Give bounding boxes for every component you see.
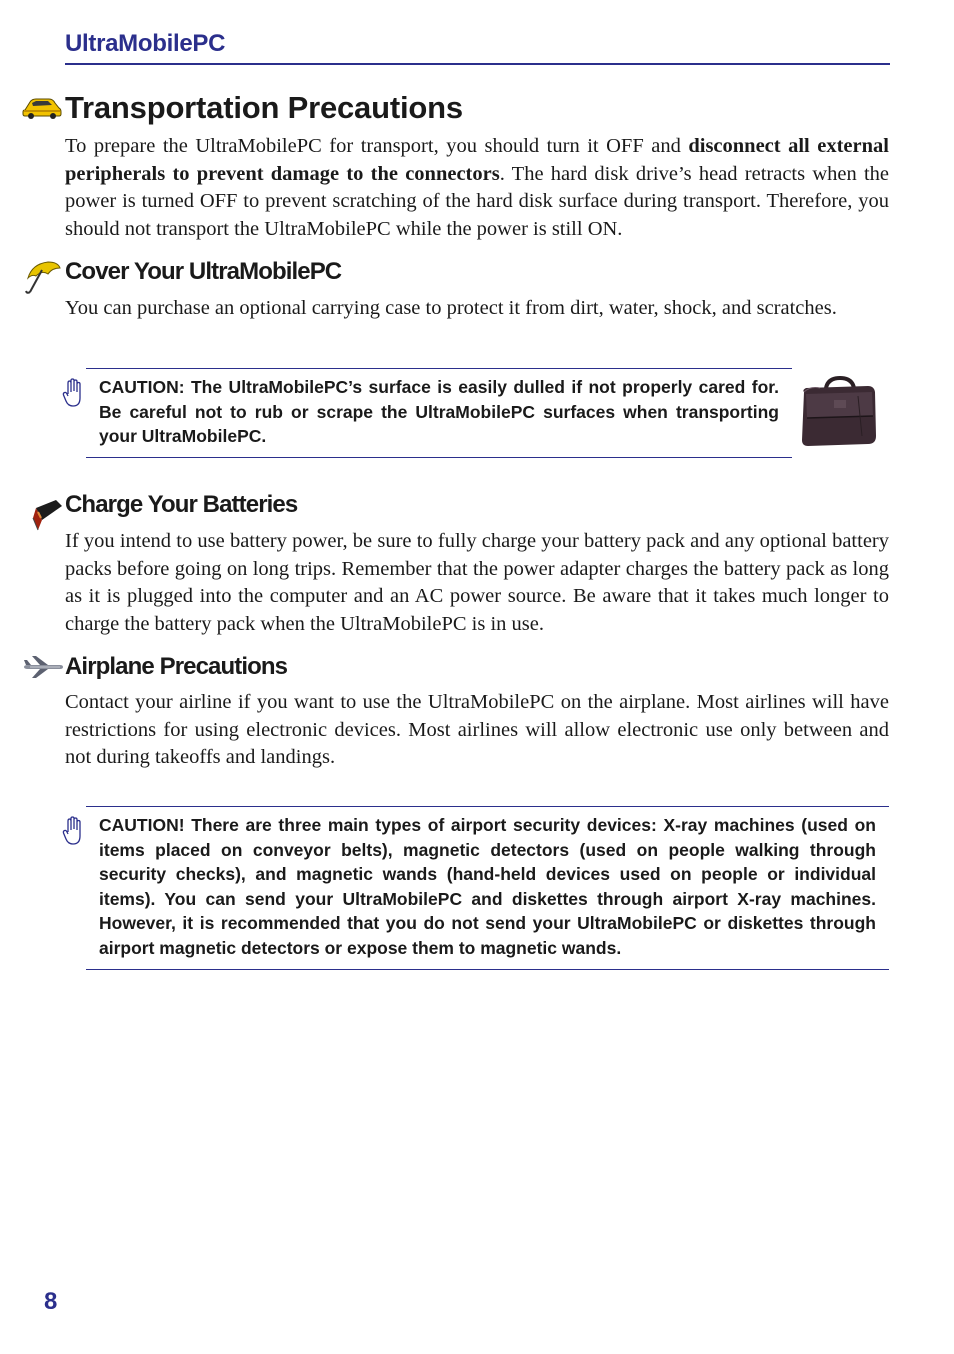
page-number: 8 — [44, 1288, 58, 1315]
carrying-case-image — [798, 376, 878, 448]
section-heading-batteries: Charge Your Batteries — [65, 491, 298, 518]
batteries-paragraph: If you intend to use battery power, be sure to fully charge your battery pack and any optional battery packs before going on long trips. Remember that the power adapter charges the battery pack as long as it is plugged into the computer and an AC power source. Be aware that it takes much longer to charge the battery pack when the UltraMobilePC is in use. — [65, 530, 889, 635]
airplane-paragraph: Contact your airline if you want to use the UltraMobilePC on the airplane. Most airlines will have restrictions for using electronic devices. Most airlines will allow electronic use only between and not during takeoffs and landings. — [65, 691, 889, 768]
caution-text-airport: CAUTION! There are three main types of airport security devices: X-ray machines (used on items placed on conveyor belts), magnetic detectors (used on people walking through security checks), and magnetic wands (hand-held devices used on people or individual items). You can send your UltraMobilePC and diskettes through airport X-ray machines. However, it is recommended that you do not send your UltraMobilePC or diskettes through airport magnetic detectors or expose them to magnetic wands. — [99, 815, 876, 958]
page-title: Transportation Precautions — [65, 90, 463, 125]
cover-paragraph: You can purchase an optional carrying case to protect it from dirt, water, shock, and scratches. — [65, 297, 837, 319]
caution-text-surface: CAUTION: The UltraMobilePC’s surface is easily dulled if not properly cared for. Be careful not to rub or scrape the UltraMobilePC surfaces when transporting your UltraMobilePC. — [99, 377, 779, 447]
hand-icon — [62, 378, 84, 408]
hand-icon — [62, 816, 84, 846]
section-heading-cover: Cover Your UltraMobilePC — [65, 258, 342, 285]
intro-paragraph: To prepare the UltraMobilePC for transport, you should turn it OFF and disconnect all external peripherals to prevent damage to the connectors. The hard disk drive’s head retracts when the power is turned OFF to prevent scratching of the hard disk surface during transport. Therefore, you should not transport the UltraMobilePC while the power is still ON. — [65, 135, 889, 240]
umbrella-icon — [22, 260, 62, 296]
battery-icon — [30, 498, 64, 534]
airplane-icon — [22, 655, 64, 679]
section-heading-airplane: Airplane Precautions — [65, 653, 288, 680]
header-rule — [65, 63, 890, 65]
intro-emphasis: disconnect all external peripherals to prevent damage to the connectors — [65, 135, 889, 185]
car-icon — [22, 96, 62, 120]
running-header: UltraMobilePC — [65, 30, 226, 57]
